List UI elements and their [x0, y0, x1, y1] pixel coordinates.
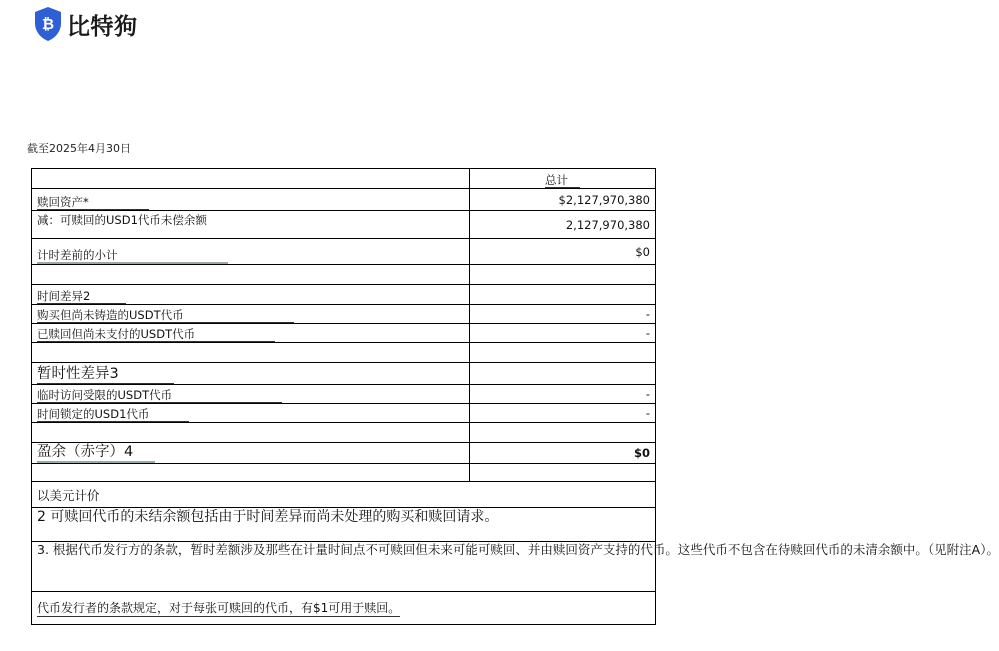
table-row-spacer: [32, 423, 656, 443]
row-value-restricted-usdt: -: [470, 385, 656, 404]
as-of-date: 截至2025年4月30日: [27, 142, 131, 155]
row-label-surplus: 盈余（赤字）4: [37, 443, 155, 463]
row-label-restricted-usdt: 临时访问受限的USDT代币: [37, 388, 282, 403]
reconciliation-table: [31, 168, 999, 625]
table-row: [32, 385, 656, 404]
row-value-purchased-not-minted: -: [470, 305, 656, 324]
footnote-row: [32, 508, 656, 542]
row-value-time-locked-usd1: -: [470, 404, 656, 423]
table-row: [32, 189, 656, 211]
table-row: [32, 324, 656, 343]
row-label-purchased-not-minted: 购买但尚未铸造的USDT代币: [37, 308, 294, 323]
brand-logo[interactable]: [33, 6, 138, 42]
header-blank-cell: [32, 169, 470, 189]
row-label-subtotal: 计时差前的小计: [37, 248, 228, 264]
table-row: [32, 211, 656, 239]
table-row: [32, 363, 656, 385]
row-value-redemption-assets: $2,127,970,380: [470, 189, 656, 211]
row-value-temporary-diff: [470, 363, 656, 385]
row-label-temporary-diff: 暂时性差异3: [37, 365, 174, 384]
header-total: 总计: [545, 173, 580, 188]
table-row: [32, 239, 656, 265]
table-row: [32, 305, 656, 324]
brand-name: 比特狗: [67, 13, 138, 40]
row-label-outstanding-usd1: 减：可赎回的USD1代币未偿余额: [37, 213, 207, 227]
footnote-row: [32, 542, 656, 592]
table-row: [32, 443, 656, 464]
table-row-spacer: [32, 265, 656, 285]
row-value-surplus: $0: [470, 443, 656, 464]
row-label-redeemed-not-paid: 已赎回但尚未支付的USDT代币: [37, 327, 275, 342]
svg-text:₿: ₿: [41, 15, 55, 33]
table-row: [32, 404, 656, 423]
row-value-outstanding-usd1: 2,127,970,380: [470, 211, 656, 239]
row-value-subtotal: $0: [470, 239, 656, 265]
shield-bitcoin-icon: [33, 6, 63, 42]
footnote-3: 3. 根据代币发行方的条款，暂时差额涉及那些在计量时间点不可赎回但未来可能可赎回、并由赎回资产支持的代币。这些代币不包含在待赎回代币的未清余额中。（见附注A）。: [32, 542, 656, 592]
table-header-row: [32, 169, 656, 189]
header-total-cell: [470, 169, 656, 189]
table-row: [32, 285, 656, 305]
table-row-spacer: [32, 464, 656, 482]
row-value-timing-diff: [470, 285, 656, 305]
row-value-redeemed-not-paid: -: [470, 324, 656, 343]
footnote-2: 2 可赎回代币的未结余额包括由于时间差异而尚未处理的购买和赎回请求。: [32, 508, 656, 542]
currency-note-row: [32, 482, 656, 508]
currency-note: 以美元计价: [37, 487, 100, 503]
footnote-row: [32, 592, 656, 625]
row-label-timing-diff: 时间差异2: [37, 289, 126, 304]
table-row-spacer: [32, 343, 656, 363]
footnote-4: 代币发行者的条款规定，对于每张可赎回的代币，有$1可用于赎回。: [37, 600, 401, 615]
row-label-time-locked-usd1: 时间锁定的USD1代币: [37, 407, 189, 422]
row-label-redemption-assets: 赎回资产*: [37, 195, 149, 210]
